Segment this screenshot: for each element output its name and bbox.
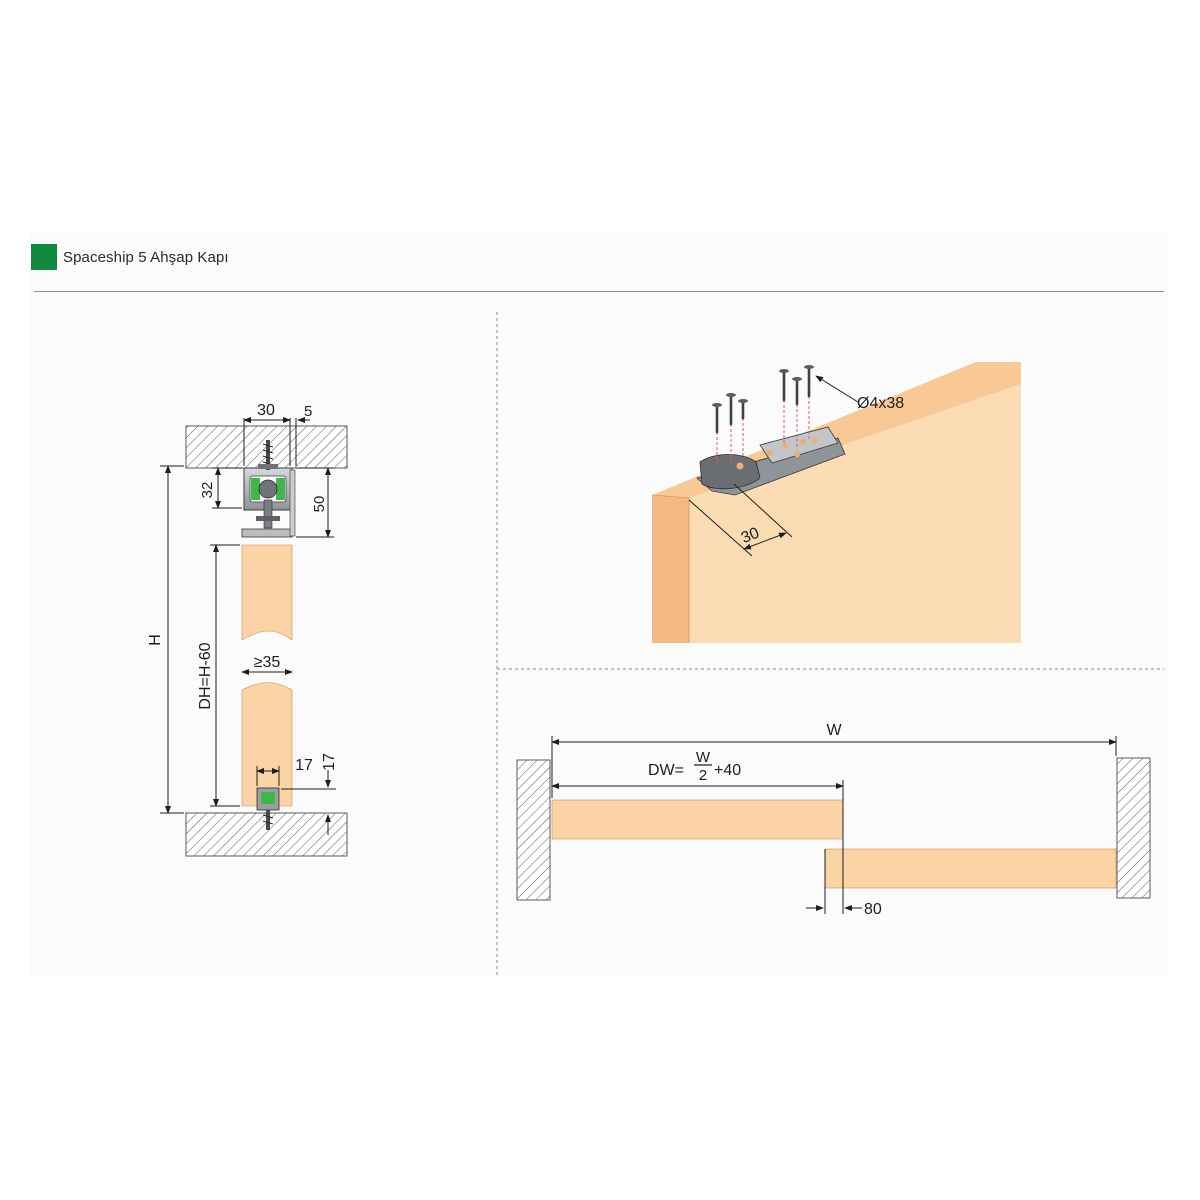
dim-guide-width: 17 (295, 757, 313, 774)
dim-rail-height: 32 (199, 481, 216, 499)
dim-edge: 30 (738, 524, 762, 548)
dim-offset: 5 (304, 403, 313, 420)
dim-gap: 50 (311, 495, 328, 513)
screw-spec-label: Ø4x38 (857, 395, 905, 412)
detail-view (652, 362, 1021, 643)
door-section-top (242, 545, 292, 640)
door-leaf-front (552, 800, 843, 839)
door-leaf-back (825, 849, 1116, 888)
dim-door-thickness: ≥35 (253, 654, 281, 671)
dim-total-height: H (147, 634, 164, 646)
door-side-edge (652, 495, 689, 643)
plan-view (517, 722, 1150, 918)
dim-door-height: DH=H-60 (197, 642, 214, 710)
door-width-suffix: +40 (714, 762, 742, 779)
top-track (242, 468, 295, 537)
door-width-denominator: 2 (698, 767, 708, 784)
door-section-bottom (242, 683, 292, 807)
door-width-prefix: DW= (648, 762, 684, 779)
door-width-numerator: W (695, 749, 711, 766)
dim-guide-height: 17 (321, 753, 338, 771)
dim-top-width: 30 (257, 402, 275, 419)
section-view (147, 402, 347, 856)
page-title: Spaceship 5 Ahşap Kapı (63, 248, 229, 266)
left-wall-hatch (517, 760, 550, 900)
dim-overlap: 80 (864, 901, 882, 918)
dim-opening: W (826, 722, 842, 739)
right-wall-hatch (1117, 758, 1150, 898)
